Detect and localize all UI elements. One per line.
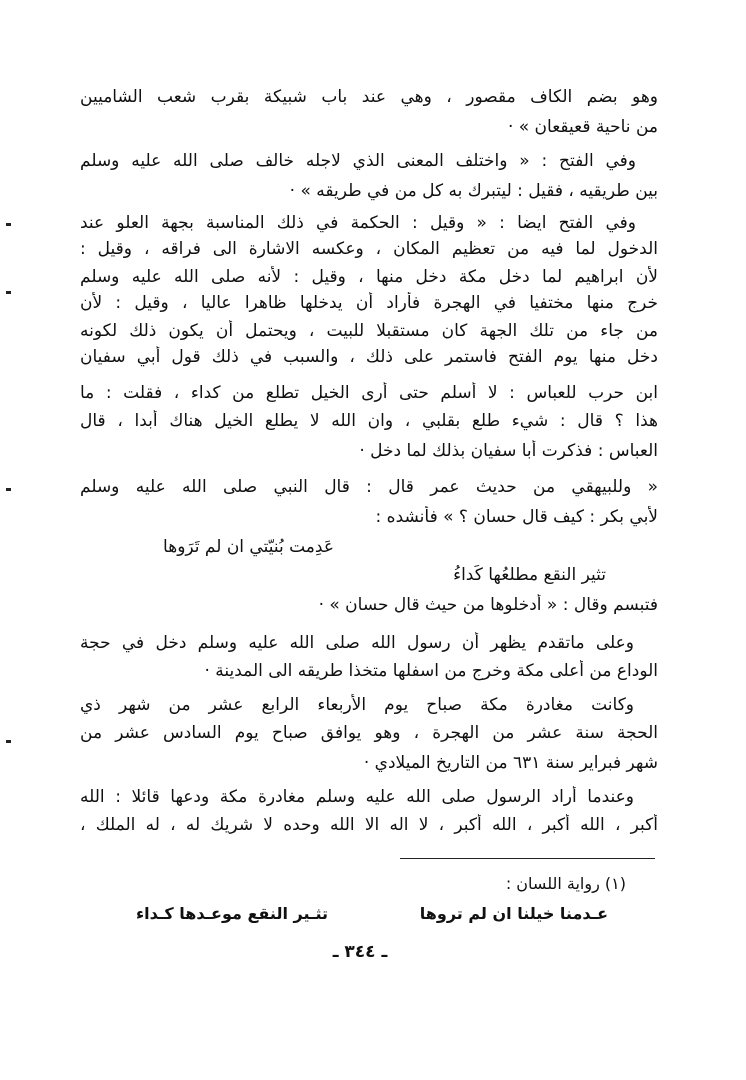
poem-verse-2: تثير النقع مطلعُها كَداءُ [453, 565, 606, 585]
text-line: وفي الفتح : « واختلف المعنى الذي لاجله خالف صلى الله عليه وسلم [80, 151, 636, 171]
footnote-separator [400, 858, 655, 859]
margin-mark [6, 488, 11, 491]
text-line: العباس : فذكرت أبا سفيان بذلك لما دخل · [359, 441, 658, 461]
text-line: وعندما أراد الرسول صلى الله عليه وسلم مغادرة مكة ودعها قائلا : الله [80, 787, 634, 807]
footnote-label: (١) رواية اللسان : [505, 874, 626, 893]
text-line: فتبسم وقال : « أدخلوها من حيث قال حسان » · [318, 595, 658, 615]
text-line: وعلى ماتقدم يظهر أن رسول الله صلى الله عليه وسلم دخل في حجة [80, 633, 634, 653]
text-line: وكانت مغادرة مكة صباح يوم الأربعاء الرابع عشر من شهر ذي [80, 695, 634, 715]
text-line: « وللبيهقي من حديث عمر قال : قال النبي صلى الله عليه وسلم [80, 477, 658, 497]
text-line: وفي الفتح ايضا : « وقيل : الحكمة في ذلك المناسبة بجهة العلو عند [80, 213, 636, 233]
text-line: لأبي بكر : كيف قال حسان ؟ » فأنشده : [375, 507, 658, 527]
text-line: الدخول لما فيه من تعظيم المكان ، وعكسه الاشارة الى فراقه ، وقيل : [80, 239, 658, 259]
text-line: وهو بضم الكاف مقصور ، وهي عند باب شبيكة بقرب شعب الشاميين [80, 87, 658, 107]
margin-mark [6, 291, 11, 294]
text-line: لأن ابراهيم لما دخل مكة دخل منها ، وقيل : لأنه صلى الله عليه وسلم [80, 267, 658, 287]
poem-verse-1: عَدِمت بُنيّتي ان لم تَرَوها [163, 537, 334, 557]
text-line: هذا ؟ قال : شيء طلع بقلبي ، وان الله لا يطلع الخيل هناك أبدا ، قال [80, 411, 658, 431]
text-line: من ناحية قعيقعان » · [507, 117, 658, 137]
footnote-verse-right: عـدمنا خيلنا ان لم تروها [419, 904, 608, 923]
text-line: دخل منها يوم الفتح فاستمر على ذلك ، والسبب في ذلك قول أبي سفيان [80, 347, 658, 367]
text-line: خرج منها مختفيا في الهجرة فأراد أن يدخلها ظاهرا عاليا ، وقيل : لأن [80, 293, 658, 313]
margin-mark [6, 223, 11, 226]
text-line: شهر فبراير سنة ٦٣١ من التاريخ الميلادي · [363, 753, 658, 773]
margin-mark [6, 740, 11, 743]
text-line: من جاء من تلك الجهة كان مستقبلا للبيت ، ويحتمل أن يكون ذلك لكونه [80, 321, 658, 341]
text-line: الوداع من أعلى مكة وخرج من اسفلها متخذا طريقه الى المدينة · [204, 661, 658, 681]
text-line: ابن حرب للعباس : لا أسلم حتى أرى الخيل تطلع من كداء ، فقلت : ما [80, 383, 658, 403]
footnote-verse-left: تثـير النقع موعـدها كـداء [135, 904, 328, 923]
page-number: ـ ٣٤٤ ـ [332, 942, 388, 962]
text-line: بين طريقيه ، فقيل : ليتبرك به كل من في طريقه » · [289, 181, 658, 201]
text-line: أكبر ، الله أكبر ، الله أكبر ، لا اله الا الله وحده لا شريك له ، له الملك ، [80, 815, 658, 835]
text-line: الحجة سنة عشر من الهجرة ، وهو يوافق صباح يوم السادس عشر من [80, 723, 658, 743]
